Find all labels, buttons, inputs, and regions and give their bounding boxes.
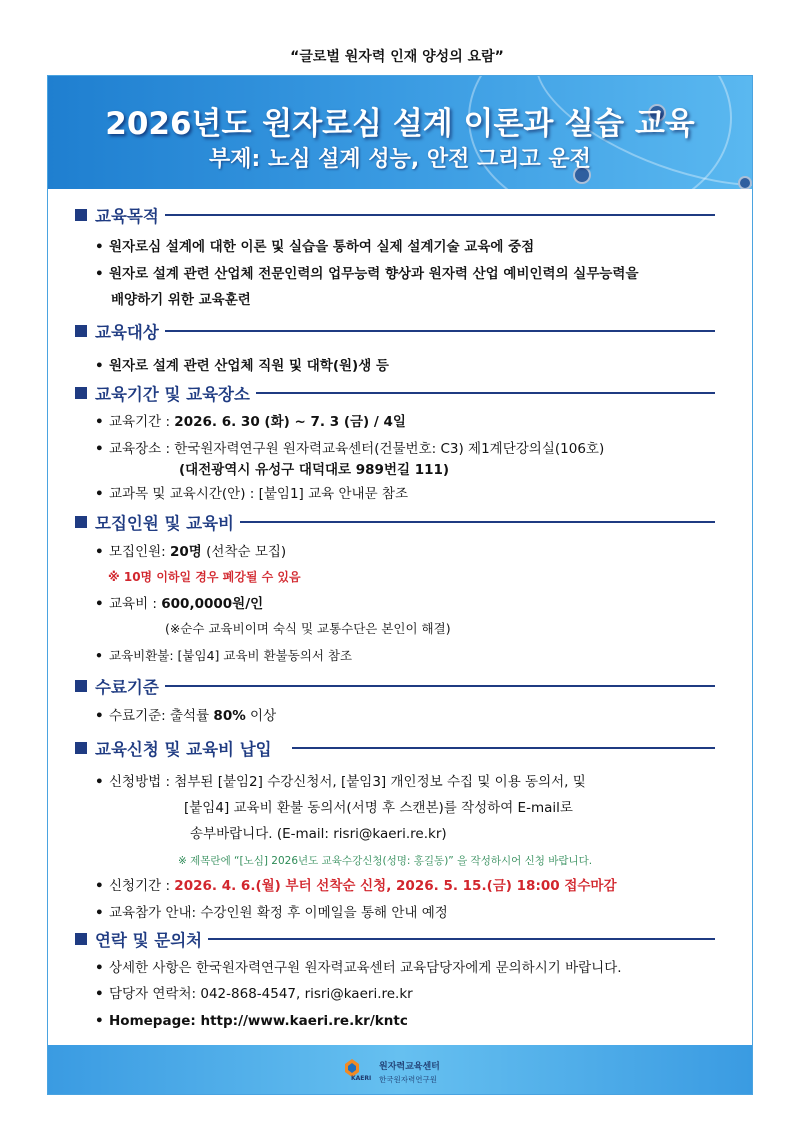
bullet-icon: • xyxy=(95,905,104,921)
section-divider xyxy=(240,521,715,523)
list-item: • 교육참가 안내: 수강인원 확정 후 이메일을 통해 안내 예정 xyxy=(95,905,448,921)
section-title: 교육기간 및 교육장소 xyxy=(95,385,250,404)
bullet-icon: • xyxy=(95,358,104,374)
list-item: • 교육비 : 600,0000원/인 xyxy=(95,596,264,612)
list-item: • 원자로 설계 관련 산업체 전문인력의 업무능력 향상과 원자력 산업 예비인력의 실무능력을 xyxy=(95,266,639,282)
list-item: • 신청방법 : 첨부된 [붙임2] 수강신청서, [붙임3] 개인정보 수집 및 이용 동의서, 및 xyxy=(95,774,586,790)
list-item: • 교육비환불: [붙임4] 교육비 환불동의서 참조 xyxy=(95,646,352,666)
list-item: • 수료기준: 출석률 80% 이상 xyxy=(95,708,277,724)
bullet-icon: • xyxy=(95,486,104,502)
bullet-icon: • xyxy=(95,239,104,255)
list-item: • 상세한 사항은 한국원자력연구원 원자력교육센터 교육담당자에게 문의하시기 바랍니다. xyxy=(95,960,622,976)
list-item: • Homepage: http://www.kaeri.re.kr/kntc xyxy=(95,1013,408,1029)
bullet-icon: • xyxy=(95,441,104,457)
slogan: “글로벌 원자력 인재 양성의 요람” xyxy=(290,49,504,65)
list-item: • 교육기간 : 2026. 6. 30 (화) ~ 7. 3 (금) / 4일 xyxy=(95,414,406,430)
section-purpose xyxy=(75,205,715,225)
page-title: 2026년도 원자로심 설계 이론과 실습 교육 xyxy=(105,106,695,142)
section-title: 수료기준 xyxy=(95,678,159,697)
bullet-icon: • xyxy=(95,266,104,282)
section-divider xyxy=(165,330,715,332)
bullet-icon: • xyxy=(95,774,104,790)
section-title: 교육목적 xyxy=(95,207,159,226)
list-item: • 교육장소 : 한국원자력연구원 원자력교육센터(건물번호: C3) 제1계단강의실(106호) xyxy=(95,441,605,457)
address-line: (대전광역시 유성구 대덕대로 989번길 111) xyxy=(179,462,450,478)
list-item-continuation: [붙임4] 교육비 환불 동의서(서명 후 스캔본)를 작성하여 E-mail로 xyxy=(184,800,573,816)
section-divider xyxy=(256,392,715,394)
bullet-icon: • xyxy=(95,596,104,612)
list-item: • 모집인원: 20명 (선착순 모집) xyxy=(95,544,287,560)
list-item-continuation: 배양하기 위한 교육훈련 xyxy=(111,292,251,308)
section-apply xyxy=(75,738,715,758)
bullet-icon: • xyxy=(95,648,103,663)
section-title: 모집인원 및 교육비 xyxy=(95,514,235,533)
subject-note: ※ 제목란에 “[노심] 2026년도 교육수강신청(성명: 홍길동)” 을 작성하시어 신청 바랍니다. xyxy=(178,855,593,867)
section-recruit xyxy=(75,512,715,532)
section-marker-icon xyxy=(75,933,87,945)
section-divider xyxy=(208,938,715,940)
logo-brand: KAERI xyxy=(351,1075,372,1082)
bullet-icon: • xyxy=(95,414,104,430)
list-item: • 원자로심 설계에 대한 이론 및 실습을 통하여 실제 설계기술 교육에 중점 xyxy=(95,239,535,255)
section-marker-icon xyxy=(75,325,87,337)
bullet-icon: • xyxy=(95,878,104,894)
bullet-icon: • xyxy=(95,1013,104,1029)
cancel-notice: ※ 10명 이하일 경우 폐강될 수 있음 xyxy=(108,570,301,584)
list-item: • 신청기간 : 2026. 4. 6.(월) 부터 선착순 신청, 2026. 5. 15.(금) 18:00 접수마감 xyxy=(95,878,617,894)
fee-note: (※순수 교육비이며 숙식 및 교통수단은 본인이 해결) xyxy=(165,621,451,636)
section-title: 교육신청 및 교육비 납입 xyxy=(95,740,272,759)
center-name: 원자력교육센터 xyxy=(379,1062,440,1072)
section-divider xyxy=(292,747,715,749)
bullet-icon: • xyxy=(95,708,104,724)
section-completion xyxy=(75,676,715,696)
section-title: 연락 및 문의처 xyxy=(95,931,203,950)
section-marker-icon xyxy=(75,387,87,399)
section-marker-icon xyxy=(75,680,87,692)
list-item: • 교과목 및 교육시간(안) : [붙임1] 교육 안내문 참조 xyxy=(95,486,408,502)
section-divider xyxy=(165,214,715,216)
section-marker-icon xyxy=(75,209,87,221)
section-divider xyxy=(165,685,715,687)
section-target xyxy=(75,321,715,341)
bullet-icon: • xyxy=(95,544,104,560)
institute-name: 한국원자력연구원 xyxy=(379,1075,437,1084)
section-marker-icon xyxy=(75,516,87,528)
section-title: 교육대상 xyxy=(95,323,159,342)
section-contact xyxy=(75,929,715,949)
list-item-continuation: 송부바랍니다. (E-mail: risri@kaeri.re.kr) xyxy=(190,826,447,842)
list-item: • 원자로 설계 관련 산업체 직원 및 대학(원)생 등 xyxy=(95,358,389,374)
page-subtitle: 부제: 노심 설계 성능, 안전 그리고 운전 xyxy=(209,147,591,172)
section-period xyxy=(75,383,715,403)
section-marker-icon xyxy=(75,742,87,754)
bullet-icon: • xyxy=(95,986,104,1002)
list-item: • 담당자 연락처: 042-868-4547, risri@kaeri.re.kr xyxy=(95,986,413,1002)
bullet-icon: • xyxy=(95,960,104,976)
